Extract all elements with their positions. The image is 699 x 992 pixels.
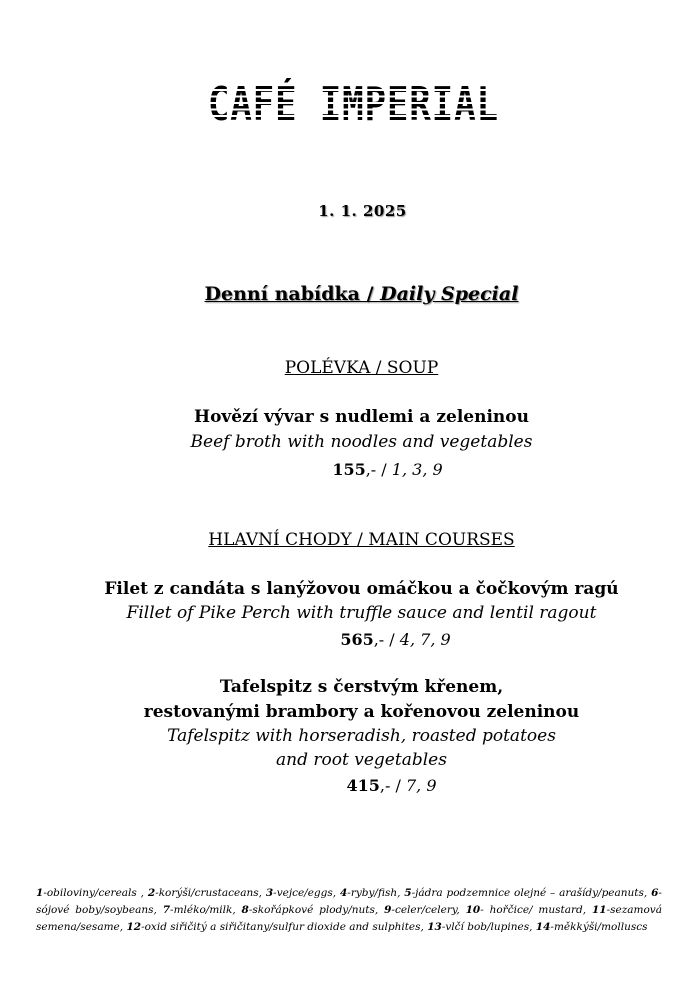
menu-title-cz: Denní nabídka / <box>204 283 381 305</box>
soup-allergens: 1, 3, 9 <box>391 460 443 479</box>
menu-title <box>12 283 699 305</box>
menu-date: 1. 1. 2025 <box>318 202 407 220</box>
allergen-item: 10- hořčice/ mustard, <box>465 904 592 916</box>
main-1-allergens: 4, 7, 9 <box>399 630 451 649</box>
main-2-price-value: 415 <box>346 776 380 795</box>
allergen-legend <box>36 885 662 936</box>
main-1-price-suffix: ,- / <box>373 630 400 649</box>
allergen-item: 5-jádra podzemnice olejné – arašídy/peanuts, <box>404 887 652 899</box>
allergen-item: 14-měkkýši/molluscs <box>535 921 648 933</box>
main-2-price-suffix: ,- / <box>379 776 406 795</box>
soup-price-value: 155 <box>332 460 366 479</box>
allergen-item: 9-celer/celery, <box>384 904 466 916</box>
allergen-item: 12-oxid siřičitý a siřičitany/sulfur dioxide and sulphites, <box>126 921 428 933</box>
allergen-item: 11-sezamová semena/sesame, <box>36 904 662 933</box>
allergen-item: 7-mléko/milk, <box>162 904 242 916</box>
main-2-name-cz-line2: restovanými brambory a kořenovou zeleninou <box>143 702 580 722</box>
main-1-name-en: Fillet of Pike Perch with truffle sauce and lentil ragout <box>126 603 597 623</box>
main-2-name-en-line2: and root vegetables <box>276 750 447 770</box>
main-2-name-en-line1: Tafelspitz with horseradish, roasted potatoes <box>167 726 556 746</box>
allergen-item: 3-vejce/eggs, <box>265 887 340 899</box>
soup-price <box>38 460 699 479</box>
main-2-allergens: 7, 9 <box>405 776 437 795</box>
menu-title-en: Daily Special <box>380 283 519 305</box>
soup-heading: POLÉVKA / SOUP <box>284 358 439 378</box>
allergen-item: 13-vlčí bob/lupines, <box>427 921 536 933</box>
allergen-item: 1-obiloviny/cereals , <box>36 887 148 899</box>
cafe-imperial-logo: CAFÉ IMPERIAL <box>81 78 626 130</box>
allergen-item: 4-ryby/fish, <box>339 887 405 899</box>
main-2-name-cz-line1: Tafelspitz s čerstvým křenem, <box>219 677 504 697</box>
soup-price-suffix: ,- / <box>365 460 392 479</box>
allergen-item: 2-korýši/crustaceans, <box>147 887 266 899</box>
main-2-price <box>42 776 699 795</box>
allergen-item: 8-skořápkové plody/nuts, <box>241 904 385 916</box>
soup-name-en: Beef broth with noodles and vegetables <box>190 432 533 452</box>
allergen-item: 6-sójové boby/soybeans, <box>36 887 662 916</box>
soup-name-cz: Hovězí vývar s nudlemi a zeleninou <box>194 407 529 427</box>
main-1-name-cz: Filet z candáta s lanýžovou omáčkou a čočkovým ragú <box>104 579 619 599</box>
main-1-price <box>46 630 699 649</box>
main-1-price-value: 565 <box>340 630 374 649</box>
main-courses-heading: HLAVNÍ CHODY / MAIN COURSES <box>208 530 515 550</box>
